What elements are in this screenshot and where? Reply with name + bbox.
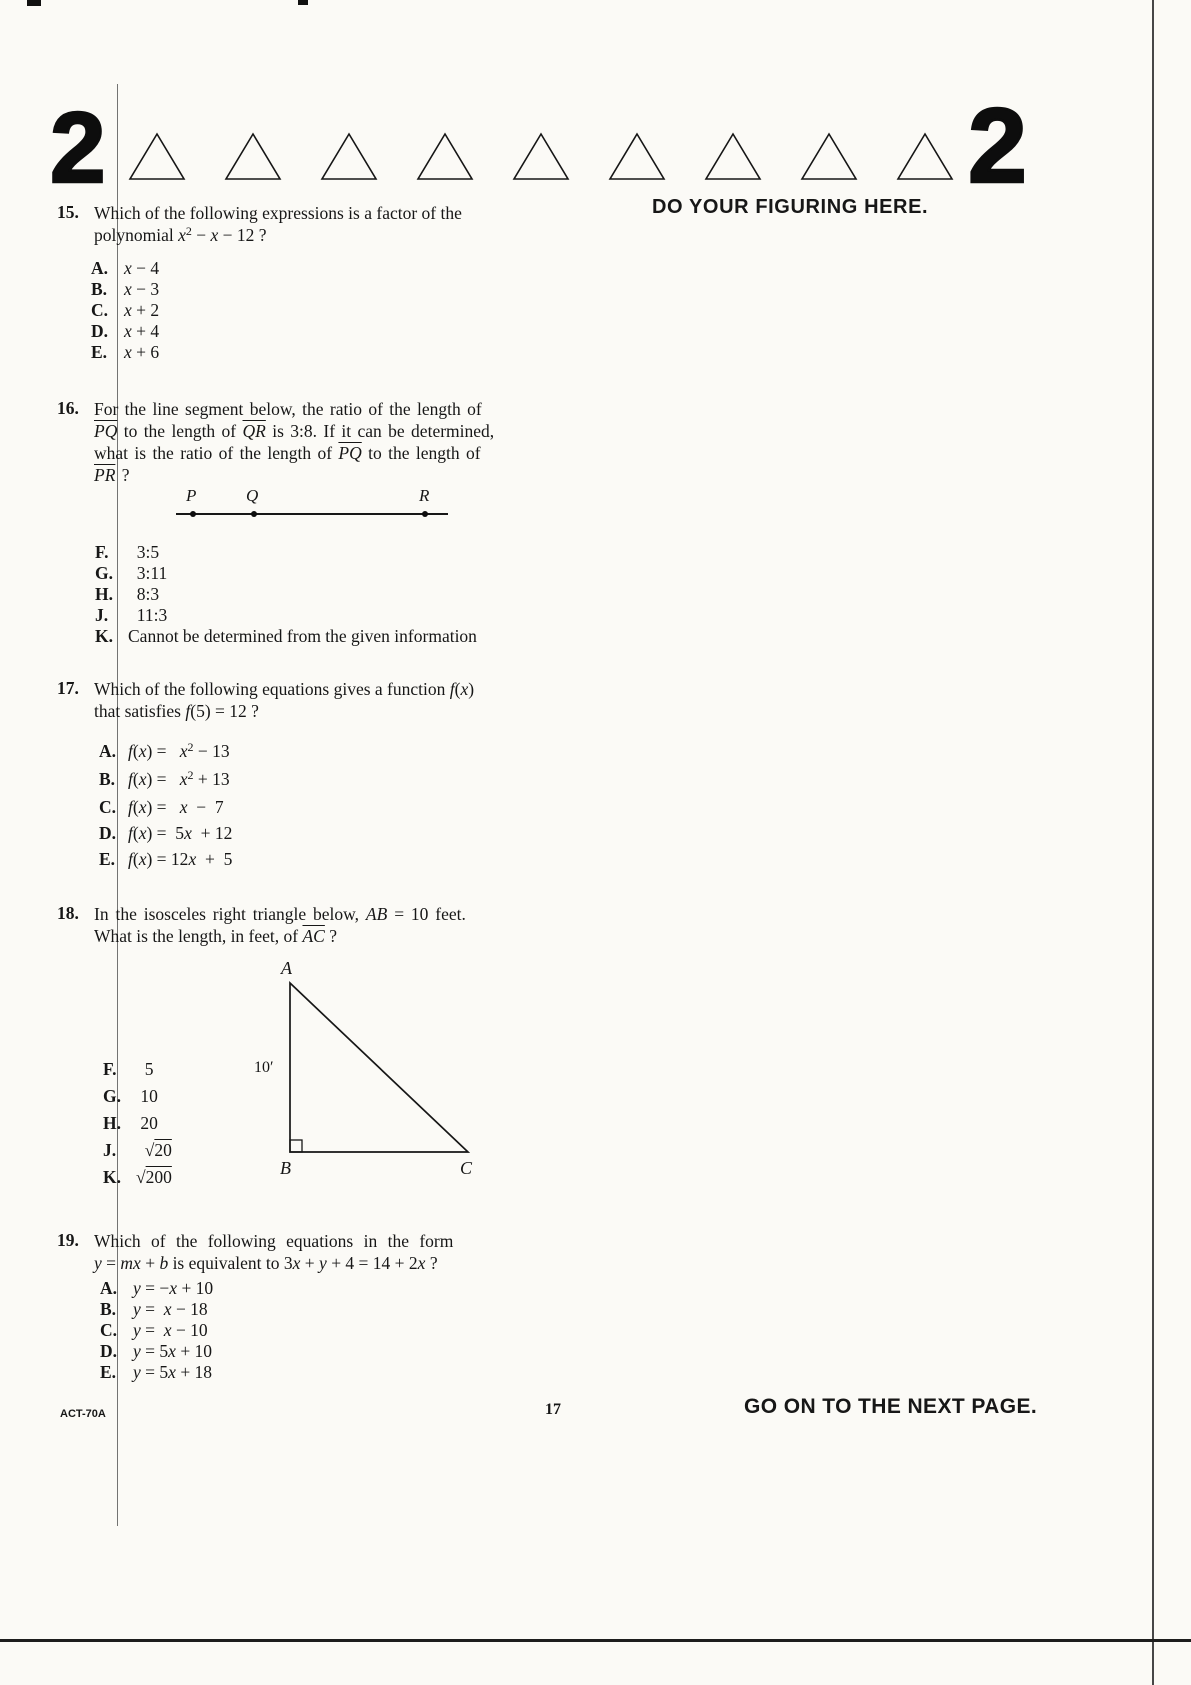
stem-line: In the isosceles right triangle below, AB = 10 feet. [94, 904, 466, 924]
bottom-rule [0, 1639, 1191, 1642]
choice-value: f(x) = 12x + 5 [128, 849, 233, 869]
side-length-label: 10′ [254, 1059, 274, 1076]
question-number: 18. [57, 903, 79, 923]
choice-value: x + 2 [124, 300, 160, 320]
choice-value: 20 [136, 1113, 158, 1133]
choice-label: C. [99, 797, 117, 817]
choice-label: A. [100, 1278, 118, 1298]
question-number: 17. [57, 678, 79, 698]
triangle-icon [320, 130, 378, 182]
stem-line: What is the length, in feet, of $\overline{AC}$ ? [94, 926, 338, 946]
choice-row-A [99, 738, 232, 766]
choice-label: B. [91, 279, 108, 299]
choice-value: f(x) = 5x + 12 [128, 823, 233, 843]
stem-line: what is the ratio of the length of $\overline{PQ}$ to the length of [94, 443, 481, 463]
choice-row-A [100, 1278, 213, 1299]
choice-row-B [100, 1299, 213, 1320]
choice-value: y = x − 10 [133, 1320, 208, 1340]
choice-value: 3:5 [128, 542, 160, 562]
choice-row-B [91, 279, 159, 300]
vertex-label-A: A [281, 958, 292, 978]
triangle-icon [608, 130, 666, 182]
choice-list [99, 738, 232, 872]
choice-value: x − 4 [124, 258, 160, 278]
choice-value: $f(x) = x^2 - 13$ [128, 740, 230, 761]
right-angle-mark [290, 1140, 302, 1152]
choice-value: Cannot be determined from the given information [128, 626, 477, 646]
triangle-icon [704, 130, 762, 182]
right-triangle-diagram [248, 948, 498, 1188]
segment-line [176, 513, 448, 515]
triangle-icon [896, 130, 954, 182]
choice-row-G [103, 1083, 172, 1110]
question-number: 19. [57, 1230, 79, 1250]
question-stem [94, 678, 574, 722]
choice-value: f(x) = x − 7 [128, 797, 224, 817]
point-label-P: P [186, 486, 197, 505]
scan-mark [27, 0, 41, 6]
choice-label: K. [95, 626, 113, 646]
triangle-icon [224, 130, 282, 182]
choice-row-H [103, 1110, 172, 1137]
choice-value: y = 5x + 18 [133, 1362, 213, 1382]
choice-label: E. [91, 342, 108, 362]
triangle-icon [416, 130, 474, 182]
choice-label: E. [100, 1362, 117, 1382]
choice-row-A [91, 258, 159, 279]
choice-row-E [91, 342, 159, 363]
question-number: 16. [57, 398, 79, 418]
section-number-right: 2 [968, 87, 1027, 205]
choice-label: A. [99, 741, 117, 761]
choice-label: K. [103, 1167, 121, 1187]
triangle-figure [290, 983, 468, 1152]
choice-row-H [95, 584, 477, 605]
choice-value: 8:3 [128, 584, 160, 604]
choice-row-D [91, 321, 159, 342]
triangle-icon [800, 130, 858, 182]
choice-label: D. [99, 823, 117, 843]
choice-row-G [95, 563, 477, 584]
choice-label: D. [91, 321, 109, 341]
stem-line: that satisfies f(5) = 12 ? [94, 701, 259, 721]
choice-value: x + 4 [124, 321, 160, 341]
choice-row-C [99, 794, 232, 820]
choice-list [95, 542, 477, 647]
figuring-note: DO YOUR FIGURING HERE. [652, 196, 929, 218]
question-stem [94, 1230, 574, 1274]
question-number: 15. [57, 202, 79, 222]
choice-value: 3:11 [128, 563, 168, 583]
question-stem [94, 398, 574, 486]
choice-row-J [103, 1137, 172, 1164]
choice-label: H. [103, 1113, 121, 1133]
choice-value: y = −x + 10 [133, 1278, 214, 1298]
choice-value: x + 6 [124, 342, 160, 362]
vertex-label-C: C [460, 1158, 473, 1178]
line-segment-diagram [176, 486, 448, 530]
stem-line: $\overline{PQ}$ to the length of $\overline{QR}$ is 3:8. If it can be determined, [94, 421, 495, 441]
choice-list [91, 258, 159, 363]
footer-form-code: ACT-70A [60, 1408, 106, 1420]
choice-label: J. [95, 605, 109, 625]
triangle-icon [128, 130, 186, 182]
choice-label: F. [95, 542, 109, 562]
choice-row-D [100, 1341, 213, 1362]
triangle-icon [512, 130, 570, 182]
point-dot-Q [251, 511, 257, 517]
choice-label: G. [95, 563, 113, 583]
choice-value: √20 [136, 1140, 172, 1160]
choice-label: A. [91, 258, 109, 278]
choice-label: F. [103, 1059, 117, 1079]
choice-value: √200 [136, 1167, 172, 1187]
footer-continue-note: GO ON TO THE NEXT PAGE. [744, 1395, 1038, 1418]
choice-row-K [95, 626, 477, 647]
stem-line: Which of the following equations gives a function f(x) [94, 679, 475, 699]
choice-row-B [99, 766, 232, 794]
point-dot-P [190, 511, 196, 517]
choice-label: E. [99, 849, 116, 869]
choice-value: $f(x) = x^2 + 13$ [128, 768, 230, 789]
choice-label: G. [103, 1086, 121, 1106]
choice-row-J [95, 605, 477, 626]
header-triangle-band [128, 130, 954, 182]
choice-row-E [99, 846, 232, 872]
choice-row-D [99, 820, 232, 846]
choice-row-C [100, 1320, 213, 1341]
choice-value: y = 5x + 10 [133, 1341, 213, 1361]
choice-row-F [103, 1056, 172, 1083]
choice-value: y = x − 18 [133, 1299, 208, 1319]
choice-row-K [103, 1164, 172, 1191]
choice-value: x − 3 [124, 279, 160, 299]
stem-line: $\overline{PR}$ ? [94, 465, 130, 485]
stem-line: For the line segment below, the ratio of the length of [94, 399, 482, 419]
stem-line: polynomial $x^2 - x - 12$ ? [94, 224, 267, 245]
choice-label: C. [100, 1320, 118, 1340]
choice-label: H. [95, 584, 113, 604]
choice-row-E [100, 1362, 213, 1383]
vertex-label-B: B [280, 1158, 291, 1178]
point-dot-R [422, 511, 428, 517]
stem-line: y = mx + b is equivalent to 3x + y + 4 = 14 + 2x ? [94, 1253, 438, 1273]
choice-row-C [91, 300, 159, 321]
page-edge-line [1152, 0, 1154, 1685]
footer-page-number: 17 [545, 1401, 561, 1418]
point-label-Q: Q [246, 486, 259, 505]
choice-row-F [95, 542, 477, 563]
question-stem [94, 202, 574, 248]
choice-label: B. [100, 1299, 117, 1319]
point-label-R: R [419, 486, 430, 505]
choice-value: 5 [136, 1059, 154, 1079]
stem-line: Which of the following expressions is a factor of the [94, 203, 462, 223]
choice-value: 10 [136, 1086, 158, 1106]
choice-value: 11:3 [128, 605, 168, 625]
choice-list [100, 1278, 213, 1383]
choice-label: C. [91, 300, 109, 320]
choice-label: J. [103, 1140, 117, 1160]
scan-mark [298, 0, 308, 5]
stem-line: Which of the following equations in the form [94, 1231, 454, 1251]
question-stem [94, 903, 574, 947]
choice-label: D. [100, 1341, 118, 1361]
choice-label: B. [99, 769, 116, 789]
choice-list [103, 1056, 172, 1191]
section-number-left: 2 [50, 92, 106, 204]
